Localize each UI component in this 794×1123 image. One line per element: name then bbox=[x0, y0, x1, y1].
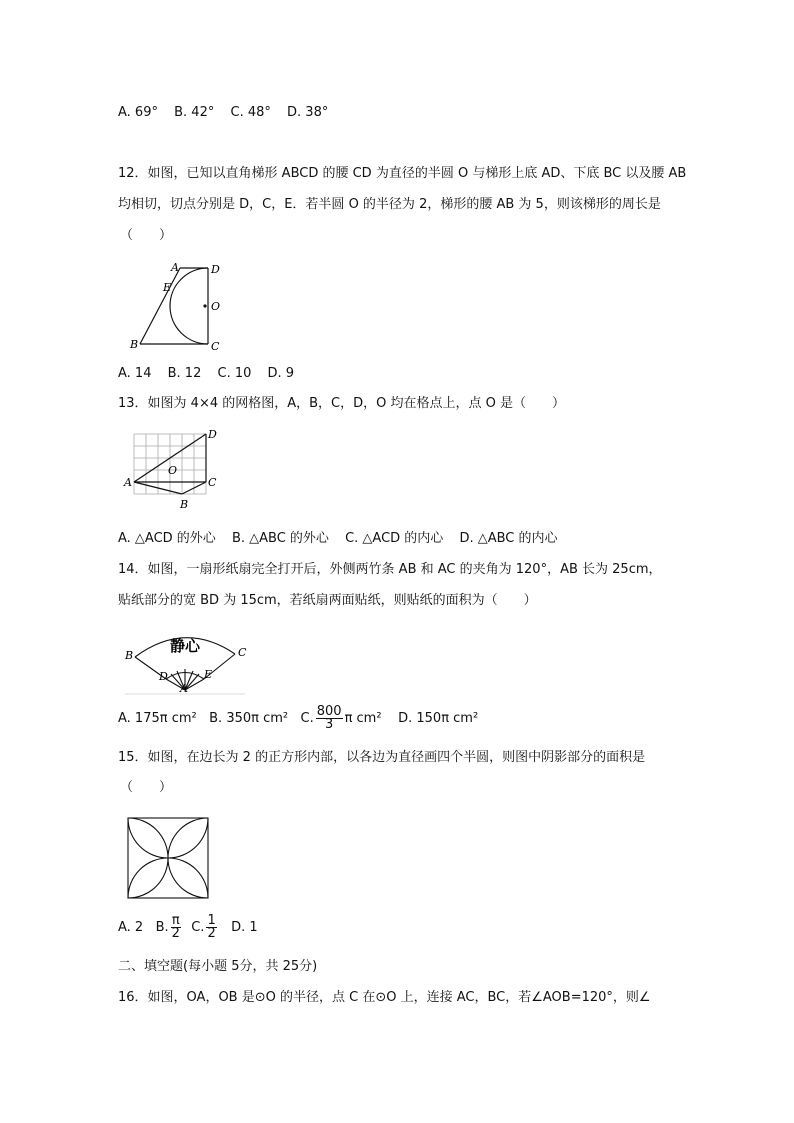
q14-label-a: A bbox=[180, 682, 188, 695]
q15-option-a: A. 2 bbox=[118, 920, 144, 935]
q15-option-c-fraction bbox=[206, 915, 216, 940]
q13-label-d: D bbox=[208, 428, 217, 441]
q11-option-d: D. 38° bbox=[287, 105, 329, 120]
q15-option-b bbox=[155, 913, 183, 941]
q14-option-c-fraction bbox=[316, 706, 343, 731]
q14-label-b: B bbox=[125, 649, 134, 662]
q14-stem-line2: 贴纸部分的宽 BD 为 15cm，若纸扇两面贴纸，则贴纸的面积为（ ） bbox=[118, 593, 537, 608]
q13-label-c: C bbox=[208, 476, 217, 489]
q12-stem-line2: 均相切，切点分别是 D，C，E．若半圆 O 的半径为 2，梯形的腰 AB 为 5，则该梯形的周长是 bbox=[118, 197, 661, 212]
q11-options bbox=[118, 104, 340, 122]
q12-trapezoid-figure bbox=[125, 258, 235, 358]
q13-option-c: C. △ACD 的内心 bbox=[345, 531, 444, 546]
q15-options bbox=[118, 913, 258, 943]
q15-option-c-denominator: 2 bbox=[207, 926, 216, 941]
q13-options bbox=[118, 530, 570, 548]
q12-stem-line1: 12．如图，已知以直角梯形 ABCD 的腰 CD 为直径的半圆 O 与梯形上底 AD、下底 BC 以及腰 AB bbox=[118, 166, 687, 181]
q13-label-b: B bbox=[180, 498, 189, 511]
q14-label-d: D bbox=[159, 670, 168, 683]
q13-grid-figure bbox=[122, 426, 222, 516]
q14-option-c-numerator: 800 bbox=[316, 704, 342, 719]
q12-label-o: O bbox=[211, 300, 221, 313]
q13-label-o: O bbox=[168, 464, 178, 477]
q13-option-a: A. △ACD 的外心 bbox=[118, 531, 216, 546]
q15-option-c-numerator: 1 bbox=[207, 913, 216, 928]
q15-answer-blank: （ ） bbox=[120, 780, 173, 795]
q15-option-d: D. 1 bbox=[231, 920, 258, 935]
q12-label-c: C bbox=[211, 340, 220, 353]
q15-semicircles-figure bbox=[125, 815, 211, 901]
q14-option-c-label: C. bbox=[300, 711, 314, 726]
section2-title: 二、填空题(每小题 5分，共 25分) bbox=[118, 959, 318, 974]
q12-label-a: A bbox=[171, 261, 179, 274]
q14-option-d: D. 150π cm² bbox=[398, 711, 479, 726]
q11-option-c: C. 48° bbox=[230, 105, 271, 120]
q12-label-d: D bbox=[211, 263, 220, 276]
q14-option-a: A. 175π cm² bbox=[118, 711, 197, 726]
q12-option-c: C. 10 bbox=[217, 366, 252, 381]
q13-option-d: D. △ABC 的内心 bbox=[459, 531, 558, 546]
q14-options bbox=[118, 705, 478, 733]
q13-label-a: A bbox=[124, 476, 132, 489]
q14-option-c-denominator: 3 bbox=[325, 717, 334, 732]
q11-option-a: A. 69° bbox=[118, 105, 158, 120]
q15-stem-line1: 15．如图，在边长为 2 的正方形内部，以各边为直径画四个半圆，则图中阴影部分的面积是 bbox=[118, 750, 646, 765]
q16-stem-line1: 16．如图，OA，OB 是⊙O 的半径，点 C 在⊙O 上，连接 AC，BC，若∠AOB=120°，则∠ bbox=[118, 990, 651, 1005]
q15-option-c bbox=[191, 913, 219, 941]
q12-options bbox=[118, 365, 306, 383]
q15-option-b-denominator: 2 bbox=[171, 926, 180, 941]
q12-option-d: D. 9 bbox=[267, 366, 295, 381]
q12-option-a: A. 14 bbox=[118, 366, 152, 381]
q13-stem-line1: 13．如图为 4×4 的网格图，A，B，C，D，O 均在格点上，点 O 是（ ） bbox=[118, 396, 566, 411]
q14-option-c-unit: π cm² bbox=[344, 711, 382, 726]
q12-label-e: E bbox=[163, 281, 172, 294]
q14-label-e: E bbox=[204, 668, 213, 681]
q12-answer-blank: （ ） bbox=[120, 228, 173, 243]
q12-option-b: B. 12 bbox=[167, 366, 202, 381]
q14-stem-line1: 14．如图，一扇形纸扇完全打开后，外侧两竹条 AB 和 AC 的夹角为 120°，AB 长为 25cm， bbox=[118, 562, 662, 577]
q14-fan-figure bbox=[120, 622, 260, 698]
q11-option-b: B. 42° bbox=[174, 105, 215, 120]
q13-option-b: B. △ABC 的外心 bbox=[231, 531, 329, 546]
q15-option-b-label: B. bbox=[155, 920, 169, 935]
q12-label-b: B bbox=[130, 338, 139, 351]
q14-option-c bbox=[300, 704, 386, 732]
q14-fan-text: 静心 bbox=[170, 637, 201, 655]
q14-label-c: C bbox=[238, 646, 247, 659]
q15-option-c-label: C. bbox=[191, 920, 205, 935]
q15-option-b-fraction bbox=[171, 915, 181, 940]
q15-option-b-numerator: π bbox=[171, 913, 180, 928]
q14-option-b: B. 350π cm² bbox=[209, 711, 289, 726]
